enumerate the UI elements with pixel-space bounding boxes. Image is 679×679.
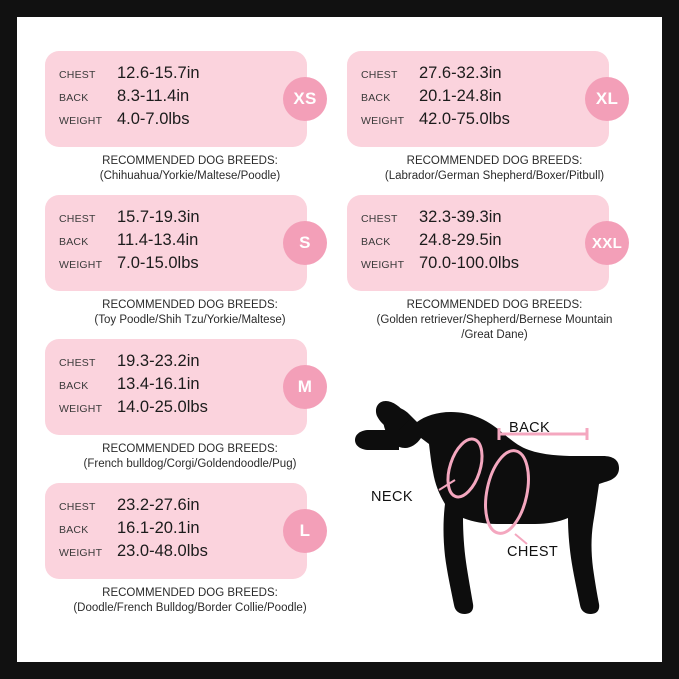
size-card-l <box>45 483 307 579</box>
breeds-title: RECOMMENDED DOG BREEDS: <box>102 155 278 167</box>
size-row-chest <box>361 208 599 231</box>
breeds-list-2: /Great Dane) <box>461 329 528 341</box>
breeds-list: (Labrador/German Shepherd/Boxer/Pitbull) <box>384 170 605 182</box>
size-card-xs <box>45 51 307 147</box>
row-value-back: 11.4-13.4in <box>117 231 199 249</box>
size-block-xs <box>45 51 335 182</box>
dog-measurement-diagram <box>347 372 647 642</box>
row-value-chest: 12.6-15.7in <box>117 64 200 82</box>
size-badge-xxl: XXL <box>585 221 629 265</box>
row-label-chest: CHEST <box>59 69 96 81</box>
row-value-back: 20.1-24.8in <box>419 87 502 105</box>
row-label-back: BACK <box>59 380 89 392</box>
breeds-list-1: (Golden retriever/Shepherd/Bernese Mountain <box>376 314 613 326</box>
size-block-xxl <box>347 195 642 341</box>
row-value-chest: 19.3-23.2in <box>117 352 200 370</box>
label-back: BACK <box>509 420 551 436</box>
row-value-back: 8.3-11.4in <box>117 87 190 105</box>
row-value-weight: 42.0-75.0lbs <box>419 110 510 128</box>
breeds-xs <box>45 154 335 184</box>
size-row-weight <box>59 254 297 277</box>
size-row-weight <box>59 542 297 565</box>
row-value-back: 16.1-20.1in <box>117 519 200 537</box>
size-block-m <box>45 339 335 470</box>
row-label-chest: CHEST <box>361 213 398 225</box>
breeds-title: RECOMMENDED DOG BREEDS: <box>102 299 278 311</box>
size-column-right <box>347 51 642 341</box>
size-card-xxl <box>347 195 609 291</box>
row-label-back: BACK <box>59 236 89 248</box>
size-row-back <box>361 231 599 254</box>
breeds-xl <box>347 154 642 184</box>
row-value-back: 24.8-29.5in <box>419 231 502 249</box>
size-card-m <box>45 339 307 435</box>
row-value-back: 13.4-16.1in <box>117 375 200 393</box>
size-row-weight <box>361 254 599 277</box>
size-block-s <box>45 195 335 326</box>
breeds-s <box>45 298 335 328</box>
row-value-chest: 27.6-32.3in <box>419 64 502 82</box>
size-row-chest <box>361 64 599 87</box>
size-row-weight <box>59 398 297 421</box>
size-block-l <box>45 483 335 614</box>
row-label-chest: CHEST <box>59 213 96 225</box>
breeds-title: RECOMMENDED DOG BREEDS: <box>102 587 278 599</box>
breeds-title: RECOMMENDED DOG BREEDS: <box>102 443 278 455</box>
row-label-weight: WEIGHT <box>59 259 103 271</box>
size-row-back <box>59 375 297 398</box>
row-label-chest: CHEST <box>361 69 398 81</box>
size-row-chest <box>59 496 297 519</box>
size-card-s <box>45 195 307 291</box>
row-value-weight: 70.0-100.0lbs <box>419 254 519 272</box>
size-badge-xs: XS <box>283 77 327 121</box>
breeds-l <box>45 586 335 616</box>
label-neck: NECK <box>371 489 413 505</box>
row-value-weight: 7.0-15.0lbs <box>117 254 199 272</box>
size-card-xl <box>347 51 609 147</box>
row-label-chest: CHEST <box>59 357 96 369</box>
size-column-left <box>45 51 335 613</box>
row-value-weight: 4.0-7.0lbs <box>117 110 190 128</box>
row-label-weight: WEIGHT <box>361 115 405 127</box>
breeds-list: (Chihuahua/Yorkie/Maltese/Poodle) <box>99 170 281 182</box>
breeds-title: RECOMMENDED DOG BREEDS: <box>406 299 583 311</box>
row-label-chest: CHEST <box>59 501 96 513</box>
row-value-chest: 32.3-39.3in <box>419 208 502 226</box>
breeds-list: (Doodle/French Bulldog/Border Collie/Poodle) <box>73 602 307 614</box>
row-label-back: BACK <box>361 236 391 248</box>
size-badge-m: M <box>283 365 327 409</box>
size-row-weight <box>59 110 297 133</box>
size-block-xl <box>347 51 642 182</box>
row-value-chest: 23.2-27.6in <box>117 496 200 514</box>
size-badge-s: S <box>283 221 327 265</box>
label-chest: CHEST <box>507 544 559 560</box>
breeds-xxl <box>347 298 642 343</box>
size-row-back <box>361 87 599 110</box>
row-label-back: BACK <box>59 92 89 104</box>
chest-leader-line <box>515 534 527 544</box>
size-badge-xl: XL <box>585 77 629 121</box>
row-label-weight: WEIGHT <box>59 547 103 559</box>
size-chart-sheet <box>17 17 662 662</box>
breeds-list: (French bulldog/Corgi/Goldendoodle/Pug) <box>83 458 297 470</box>
row-value-weight: 23.0-48.0lbs <box>117 542 208 560</box>
breeds-title: RECOMMENDED DOG BREEDS: <box>406 155 583 167</box>
row-label-back: BACK <box>59 524 89 536</box>
row-label-back: BACK <box>361 92 391 104</box>
breeds-m <box>45 442 335 472</box>
size-row-back <box>59 519 297 542</box>
row-label-weight: WEIGHT <box>59 115 103 127</box>
size-row-back <box>59 87 297 110</box>
row-label-weight: WEIGHT <box>361 259 405 271</box>
size-row-chest <box>59 64 297 87</box>
size-row-chest <box>59 352 297 375</box>
size-row-chest <box>59 208 297 231</box>
breeds-list: (Toy Poodle/Shih Tzu/Yorkie/Maltese) <box>94 314 286 326</box>
size-row-back <box>59 231 297 254</box>
size-row-weight <box>361 110 599 133</box>
row-value-weight: 14.0-25.0lbs <box>117 398 208 416</box>
dog-silhouette <box>347 372 647 642</box>
row-value-chest: 15.7-19.3in <box>117 208 200 226</box>
row-label-weight: WEIGHT <box>59 403 103 415</box>
size-badge-l: L <box>283 509 327 553</box>
